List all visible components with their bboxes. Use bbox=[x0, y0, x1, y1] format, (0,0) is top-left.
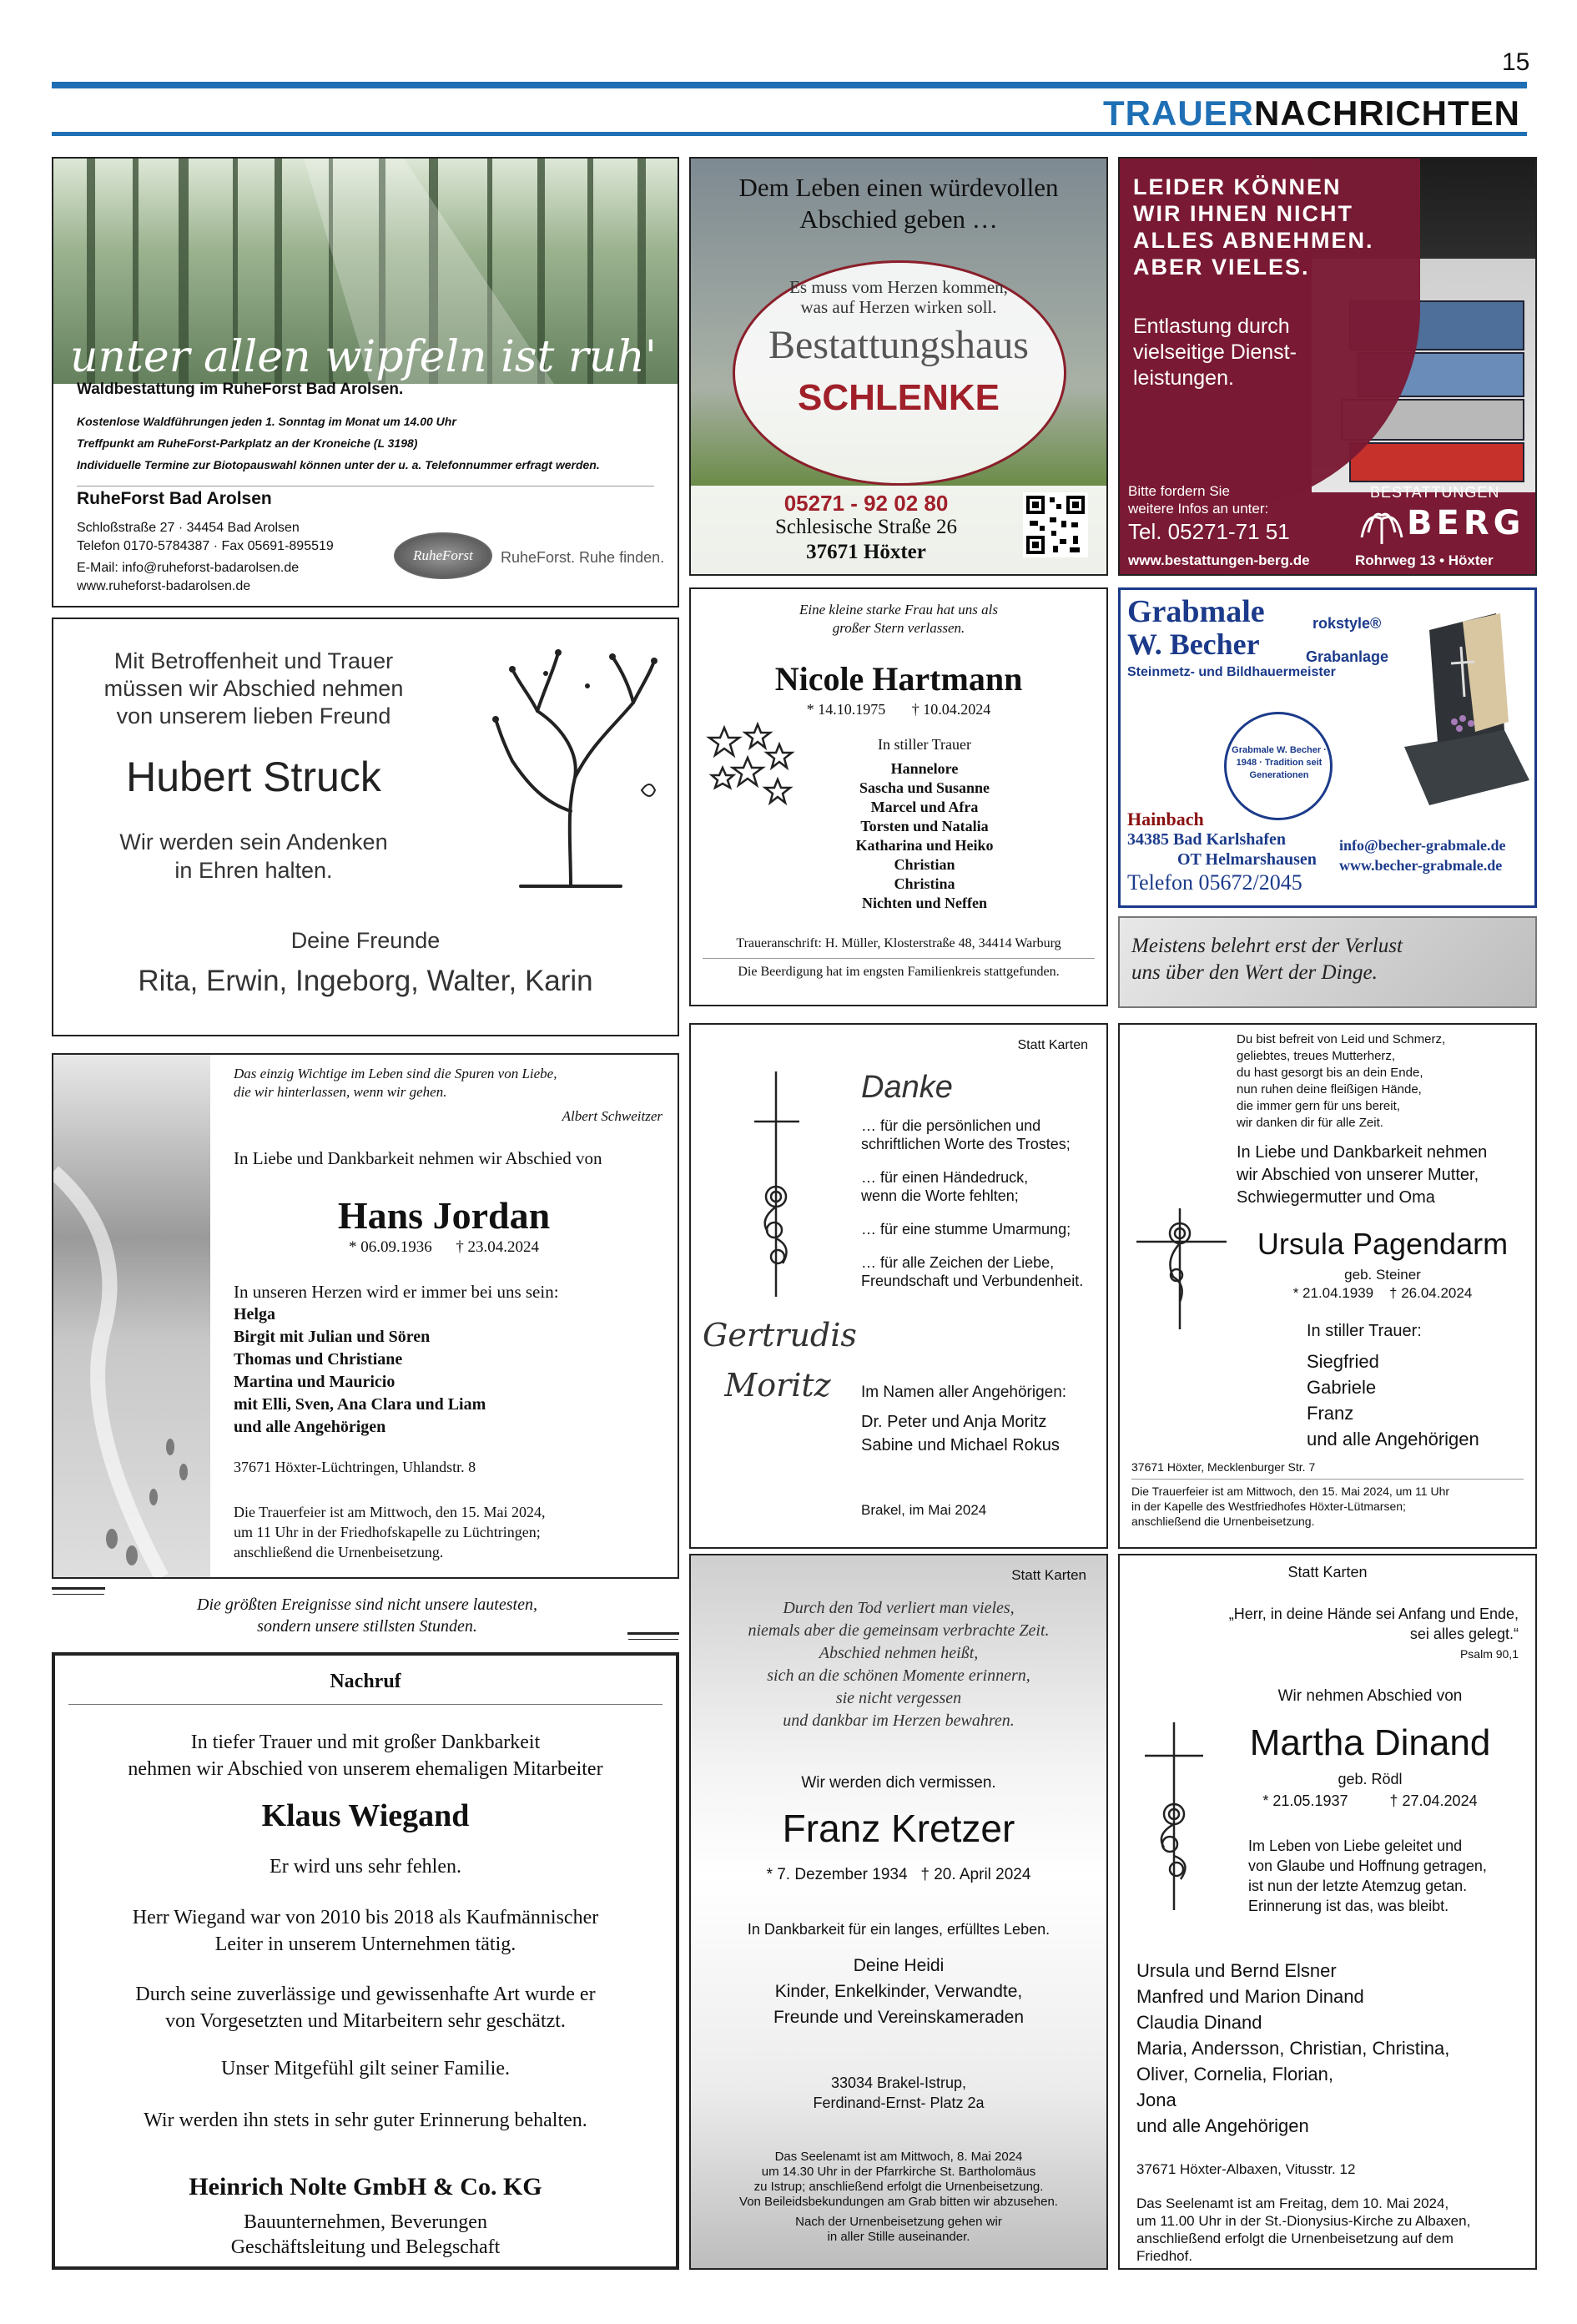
moritz-item bbox=[861, 1253, 1083, 1290]
pagendarm-family-line: und alle Angehörigen bbox=[1307, 1429, 1479, 1449]
hartmann-family-line: Torsten und Natalia bbox=[860, 818, 989, 834]
moritz-statt: Statt Karten bbox=[1017, 1038, 1088, 1052]
jordan-family-line: und alle Angehörigen bbox=[234, 1418, 386, 1436]
schlenke-headline-line: Dem Leben einen würdevollen bbox=[738, 173, 1059, 202]
moritz-item-line: … für eine stumme Umarmung; bbox=[861, 1221, 1071, 1238]
struck-memory-line: Wir werden sein Andenken bbox=[119, 829, 388, 854]
berg-headline bbox=[1133, 174, 1374, 280]
struck-intro-line: Mit Betroffenheit und Trauer bbox=[113, 648, 394, 673]
jordan-funeral-line: Die Trauerfeier ist am Mittwoch, den 15. Mai 2024, bbox=[234, 1504, 546, 1520]
wiegand-company: Heinrich Nolte GmbH & Co. KG bbox=[189, 2173, 542, 2200]
ereignisse-rule-right bbox=[627, 1632, 679, 1635]
jordan-quote-line: die wir hinterlassen, wenn wir gehen. bbox=[234, 1084, 447, 1100]
jordan-family bbox=[234, 1303, 486, 1439]
jordan-author: Albert Schweitzer bbox=[562, 1108, 663, 1124]
schlenke-ad bbox=[689, 157, 1108, 576]
struck-name: Hubert Struck bbox=[126, 754, 381, 800]
jordan-family-line: Birgit mit Julian und Sören bbox=[234, 1328, 431, 1346]
berg-web: www.bestattungen-berg.de bbox=[1128, 552, 1310, 568]
schlenke-name1: Bestattungshaus bbox=[768, 323, 1029, 367]
berg-request-line: weitere Infos an unter: bbox=[1128, 501, 1269, 517]
kretzer-mass-line: um 14.30 Uhr in der Pfarrkirche St. Bartholomäus bbox=[761, 2165, 1036, 2179]
hartmann-family-line: Nichten und Neffen bbox=[861, 895, 987, 911]
schlenke-name2: SCHLENKE bbox=[797, 377, 1000, 418]
pagendarm-nee: geb. Steiner bbox=[1344, 1267, 1421, 1283]
wiegand-p2-line: von Vorgesetzten und Mitarbeitern sehr geschätzt. bbox=[165, 2010, 566, 2032]
moritz-notice bbox=[689, 1023, 1108, 1549]
hartmann-divider bbox=[703, 958, 1095, 959]
dinand-family-line: Manfred und Marion Dinand bbox=[1136, 1986, 1364, 2007]
dinand-family-line: Ursula und Bernd Elsner bbox=[1136, 1960, 1337, 1981]
pagendarm-family-line: Franz bbox=[1307, 1403, 1354, 1424]
page-number: 15 bbox=[1502, 48, 1530, 76]
pagendarm-poem-line: du hast gesorgt bis an dein Ende, bbox=[1237, 1066, 1423, 1080]
hartmann-family-line: Christina bbox=[894, 875, 955, 892]
kretzer-dates: * 7. Dezember 1934 † 20. April 2024 bbox=[766, 1866, 1031, 1883]
ruheforst-name: RuheForst Bad Arolsen bbox=[77, 489, 272, 508]
schlenke-street: Schlesische Straße 26 bbox=[774, 516, 957, 538]
ruheforst-info-line: Kostenlose Waldführungen jeden 1. Sonntag im Monat um 14.00 Uhr bbox=[77, 415, 456, 428]
kretzer-poem-line: Durch den Tod verliert man vieles, bbox=[783, 1599, 1015, 1617]
jordan-family-line: Helga bbox=[234, 1305, 275, 1323]
schlenke-quote bbox=[691, 277, 1106, 317]
section-title-b: NACHRICHTEN bbox=[1254, 93, 1520, 133]
dinand-quote bbox=[1229, 1604, 1519, 1644]
moritz-family-line: Sabine und Michael Rokus bbox=[861, 1436, 1060, 1454]
verlust-line: uns über den Wert der Dinge. bbox=[1131, 961, 1378, 984]
pagendarm-intro-line: Schwiegermutter und Oma bbox=[1237, 1188, 1435, 1207]
pagendarm-divider bbox=[1131, 1479, 1524, 1480]
jordan-address: 37671 Höxter-Lüchtringen, Uhlandstr. 8 bbox=[234, 1459, 476, 1475]
struck-intro bbox=[78, 648, 429, 730]
hartmann-dates: * 14.10.1975 † 10.04.2024 bbox=[806, 701, 991, 718]
header-rule-top bbox=[52, 82, 1527, 88]
pagendarm-notice bbox=[1118, 1023, 1537, 1549]
wiegand-p1-line: Herr Wiegand war von 2010 bis 2018 als Kaufmännischer bbox=[132, 1907, 599, 1928]
pagendarm-dates: * 21.04.1939 † 26.04.2024 bbox=[1292, 1285, 1473, 1301]
kretzer-notice bbox=[689, 1554, 1108, 2270]
hartmann-family-line: Marcel und Afra bbox=[870, 799, 979, 815]
ruheforst-info-line: Treffpunkt am RuheForst-Parkplatz an der Kroneiche (L 3198) bbox=[77, 436, 418, 450]
kretzer-address bbox=[691, 2073, 1106, 2113]
kretzer-after-line: in aller Stille auseinander. bbox=[827, 2230, 970, 2244]
moritz-item-line: wenn die Worte fehlten; bbox=[861, 1187, 1019, 1204]
pagendarm-intro bbox=[1237, 1142, 1487, 1209]
moritz-danke: Danke bbox=[861, 1070, 953, 1105]
dinand-mass-line: anschließend erfolgt die Urnenbeisetzung auf dem bbox=[1136, 2231, 1454, 2246]
moritz-item-line: … für die persönlichen und bbox=[861, 1117, 1041, 1134]
moritz-on-behalf: Im Namen aller Angehörigen: bbox=[861, 1384, 1067, 1401]
becher-email: info@becher-grabmale.de bbox=[1339, 837, 1506, 854]
moritz-item-line: … für alle Zeichen der Liebe, bbox=[861, 1254, 1055, 1271]
wiegand-p2 bbox=[55, 1981, 676, 2034]
jordan-hearts: In unseren Herzen wird er immer bei uns sein: bbox=[234, 1282, 559, 1302]
moritz-item-line: Freundschaft und Verbundenheit. bbox=[861, 1273, 1084, 1289]
becher-ad bbox=[1118, 587, 1537, 908]
wiegand-missed: Er wird uns sehr fehlen. bbox=[270, 1856, 461, 1878]
becher-town: Hainbach bbox=[1127, 809, 1204, 829]
kretzer-family-line: Deine Heidi bbox=[853, 1956, 945, 1975]
cross-rose-icon bbox=[751, 1071, 809, 1305]
ruheforst-address bbox=[77, 519, 334, 596]
struck-intro-line: müssen wir Abschied nehmen bbox=[103, 676, 404, 701]
pagendarm-address: 37671 Höxter, Mecklenburger Str. 7 bbox=[1131, 1460, 1316, 1474]
pagendarm-poem-line: die immer gern für uns bereit, bbox=[1237, 1099, 1400, 1113]
beach-image bbox=[53, 1055, 210, 1577]
ruheforst-logo bbox=[394, 532, 492, 579]
pagendarm-intro-line: In Liebe und Dankbarkeit nehmen bbox=[1237, 1143, 1488, 1162]
pagendarm-poem-line: wir danken dir für alle Zeit. bbox=[1237, 1116, 1383, 1130]
dinand-statt: Statt Karten bbox=[1287, 1564, 1368, 1580]
dinand-family-line: Claudia Dinand bbox=[1136, 2012, 1262, 2033]
wiegand-p4: Wir werden ihn stets in sehr guter Erinnerung behalten. bbox=[144, 2110, 587, 2131]
ereignisse-rule-left bbox=[52, 1587, 105, 1590]
wiegand-company-sub-line: Bauunternehmen, Beverungen bbox=[244, 2211, 487, 2233]
wiegand-name: Klaus Wiegand bbox=[261, 1798, 470, 1833]
jordan-family-line: Martina und Mauricio bbox=[234, 1373, 396, 1391]
qr-code bbox=[1023, 492, 1088, 557]
berg-sub-line: Entlastung durch bbox=[1133, 315, 1290, 338]
dinand-mass-line: um 11.00 Uhr in der St.-Dionysius-Kirche zu Albaxen, bbox=[1136, 2213, 1471, 2229]
dinand-dates: * 21.05.1937 † 27.04.2024 bbox=[1262, 1792, 1478, 1809]
schlenke-quote-line: Es muss vom Herzen kommen, bbox=[789, 277, 1008, 297]
hartmann-family-line: Christian bbox=[894, 856, 955, 873]
kretzer-mass-line: zu Istrup; anschließend erfolgt die Urnenbeisetzung. bbox=[753, 2180, 1044, 2194]
moritz-name2: Moritz bbox=[724, 1367, 831, 1404]
dinand-mass bbox=[1136, 2195, 1470, 2265]
moritz-item bbox=[861, 1220, 1083, 1238]
berg-request-line: Bitte fordern Sie bbox=[1128, 483, 1230, 499]
berg-logo-big: BERG bbox=[1407, 504, 1525, 542]
berg-request bbox=[1128, 482, 1268, 517]
becher-street2: OT Helmarshausen bbox=[1177, 850, 1317, 869]
wiegand-title-rule bbox=[68, 1704, 663, 1705]
berg-headline-line: WIR IHNEN NICHT bbox=[1133, 201, 1353, 226]
dinand-name: Martha Dinand bbox=[1249, 1722, 1491, 1763]
wiegand-title: Nachruf bbox=[330, 1671, 401, 1692]
becher-street1: 34385 Bad Karlshafen bbox=[1127, 830, 1287, 849]
kretzer-mass-line: Von Beileidsbekundungen am Grab bitten wir abzusehen. bbox=[739, 2195, 1058, 2209]
berg-sub-line: vielseitige Dienst- bbox=[1133, 340, 1297, 364]
schlenke-headline bbox=[691, 172, 1106, 235]
becher-phone: Telefon 05672/2045 bbox=[1127, 870, 1302, 895]
pagendarm-family-line: Gabriele bbox=[1307, 1377, 1377, 1398]
tree-icon bbox=[487, 636, 663, 895]
pagendarm-poem-line: Du bist befreit von Leid und Schmerz, bbox=[1237, 1032, 1446, 1046]
jordan-quote bbox=[234, 1065, 557, 1102]
kretzer-after-line: Nach der Urnenbeisetzung gehen wir bbox=[795, 2215, 1002, 2229]
verlust-quote bbox=[1118, 916, 1537, 1008]
dinand-life-line: ist nun der letzte Atemzug getan. bbox=[1248, 1878, 1468, 1894]
hartmann-quote-line: großer Stern verlassen. bbox=[832, 620, 965, 636]
gravestone-image bbox=[1396, 597, 1534, 822]
pagendarm-intro-line: wir Abschied von unserer Mutter, bbox=[1237, 1166, 1479, 1184]
schlenke-phone: 05271 - 92 02 80 bbox=[783, 491, 949, 516]
pagendarm-name: Ursula Pagendarm bbox=[1257, 1227, 1509, 1261]
verlust-lines bbox=[1131, 933, 1403, 986]
moritz-place: Brakel, im Mai 2024 bbox=[861, 1502, 987, 1518]
dinand-life-line: Im Leben von Liebe geleitet und bbox=[1248, 1838, 1463, 1854]
becher-subtitle: Steinmetz- und Bildhauermeister bbox=[1127, 665, 1336, 679]
jordan-intro: In Liebe und Dankbarkeit nehmen wir Abschied von bbox=[234, 1148, 602, 1168]
wiegand-p2-line: Durch seine zuverlässige und gewissenhafte Art wurde er bbox=[135, 1984, 596, 2005]
ruheforst-address-line: Schloßstraße 27 · 34454 Bad Arolsen bbox=[77, 521, 300, 535]
jordan-funeral-line: um 11 Uhr in der Friedhofskapelle zu Lüchtringen; bbox=[234, 1524, 541, 1540]
cross-rose-icon bbox=[1128, 1200, 1237, 1333]
moritz-family-line: Dr. Peter und Anja Moritz bbox=[861, 1413, 1047, 1431]
moritz-item-line: schriftlichen Worte des Trostes; bbox=[861, 1136, 1071, 1152]
ruheforst-address-line: www.ruheforst-badarolsen.de bbox=[77, 579, 251, 593]
becher-web: www.becher-grabmale.de bbox=[1339, 857, 1503, 874]
berg-logo-small: BESTATTUNGEN bbox=[1370, 484, 1500, 501]
dinand-life-line: von Glaube und Hoffnung getragen, bbox=[1248, 1858, 1487, 1874]
hartmann-quote-line: Eine kleine starke Frau hat uns als bbox=[799, 602, 998, 618]
moritz-items bbox=[861, 1117, 1083, 1290]
kretzer-poem-line: sie nicht vergessen bbox=[835, 1689, 962, 1707]
kretzer-address-line: 33034 Brakel-Istrup, bbox=[830, 2074, 967, 2091]
kretzer-mass bbox=[691, 2150, 1106, 2210]
dinand-family-line: Jona bbox=[1136, 2090, 1176, 2110]
kretzer-family-line: Kinder, Enkelkinder, Verwandte, bbox=[774, 1982, 1023, 2001]
moritz-item-line: … für einen Händedruck, bbox=[861, 1169, 1029, 1186]
struck-intro-line: von unserem lieben Freund bbox=[116, 703, 391, 728]
kretzer-poem-line: Abschied nehmen heißt, bbox=[819, 1644, 979, 1662]
becher-seal bbox=[1224, 712, 1333, 820]
pagendarm-poem bbox=[1237, 1031, 1445, 1132]
becher-title2: W. Becher bbox=[1127, 628, 1260, 661]
berg-headline-line: ABER VIELES. bbox=[1133, 255, 1310, 280]
jordan-family-line: Thomas und Christiane bbox=[234, 1350, 403, 1369]
jordan-dates: * 06.09.1936 † 23.04.2024 bbox=[349, 1238, 539, 1256]
schlenke-quote-line: was auf Herzen wirken soll. bbox=[800, 297, 997, 317]
ruheforst-heading: Waldbestattung im RuheForst Bad Arolsen. bbox=[77, 381, 404, 398]
schlenke-city: 37671 Höxter bbox=[806, 541, 926, 563]
pagendarm-funeral bbox=[1131, 1484, 1449, 1529]
moritz-item bbox=[861, 1168, 1083, 1205]
hartmann-address: Traueranschrift: H. Müller, Klosterstraße 48, 34414 Warburg bbox=[736, 936, 1061, 950]
kretzer-after bbox=[691, 2215, 1106, 2245]
rokstyle-label: rokstyle® bbox=[1312, 615, 1382, 632]
moritz-item bbox=[861, 1117, 1083, 1153]
ruheforst-tagline: RuheForst. Ruhe finden. bbox=[501, 549, 665, 566]
dinand-intro: Wir nehmen Abschied von bbox=[1277, 1687, 1463, 1705]
dinand-family-line: Maria, Andersson, Christian, Christina, bbox=[1136, 2038, 1450, 2059]
kretzer-poem bbox=[691, 1597, 1106, 1732]
ruheforst-info-line: Individuelle Termine zur Biotopauswahl können unter der u. a. Telefonnummer erfragt werden. bbox=[77, 458, 600, 471]
ereignisse-line: sondern unsere stillsten Stunden. bbox=[257, 1617, 477, 1636]
kretzer-miss: Wir werden dich vermissen. bbox=[801, 1774, 996, 1792]
berg-headline-line: LEIDER KÖNNEN bbox=[1133, 174, 1342, 199]
ruheforst-address-line: Telefon 0170-5784387 · Fax 05691-895519 bbox=[77, 539, 334, 553]
jordan-notice bbox=[52, 1053, 679, 1579]
weeping-willow-icon bbox=[1358, 504, 1405, 544]
pagendarm-mourn: In stiller Trauer: bbox=[1307, 1322, 1422, 1340]
rokstyle-sub: Grabanlage bbox=[1306, 648, 1389, 665]
dinand-psalm: Psalm 90,1 bbox=[1459, 1647, 1519, 1661]
hartmann-name: Nicole Hartmann bbox=[774, 660, 1023, 698]
hartmann-family bbox=[741, 759, 1108, 913]
berg-ad bbox=[1118, 157, 1537, 576]
jordan-funeral-line: anschließend die Urnenbeisetzung. bbox=[234, 1544, 444, 1560]
jordan-funeral bbox=[234, 1502, 545, 1562]
kretzer-statt: Statt Karten bbox=[1011, 1567, 1086, 1583]
dinand-family-line: Oliver, Cornelia, Florian, bbox=[1136, 2064, 1333, 2085]
hartmann-quote bbox=[691, 601, 1106, 638]
moritz-name1: Gertrudis bbox=[703, 1317, 857, 1354]
kretzer-mass-line: Das Seelenamt ist am Mittwoch, 8. Mai 2024 bbox=[774, 2150, 1023, 2164]
kretzer-family-line: Freunde und Vereinskameraden bbox=[773, 2008, 1025, 2027]
footprints-icon bbox=[53, 1055, 210, 1577]
wiegand-notice bbox=[52, 1652, 679, 2270]
section-title-a: TRAUER bbox=[1103, 93, 1254, 133]
wiegand-company-sub-line: Geschäftsleitung und Belegschaft bbox=[230, 2236, 501, 2258]
wiegand-intro-line: nehmen wir Abschied von unserem ehemaligen Mitarbeiter bbox=[128, 1758, 603, 1780]
wiegand-intro bbox=[55, 1729, 676, 1782]
berg-phone: Tel. 05271-71 51 bbox=[1128, 519, 1290, 544]
pagendarm-poem-line: geliebtes, treues Mutterherz, bbox=[1237, 1049, 1396, 1063]
wiegand-p1 bbox=[55, 1904, 676, 1958]
kretzer-poem-line: sich an die schönen Momente erinnern, bbox=[767, 1666, 1030, 1685]
dinand-life-line: Erinnerung ist das, was bleibt. bbox=[1248, 1898, 1449, 1914]
wiegand-p1-line: Leiter in unserem Unternehmen tätig. bbox=[214, 1933, 516, 1955]
pagendarm-funeral-line: in der Kapelle des Westfriedhofes Höxter-Lütmarsen; bbox=[1131, 1500, 1406, 1513]
struck-notice bbox=[52, 618, 679, 1036]
berg-headline-line: ALLES ABNEHMEN. bbox=[1133, 228, 1374, 253]
becher-seal-text: Grabmale W. Becher · 1948 · Tradition seit Generationen bbox=[1232, 745, 1327, 780]
kretzer-family bbox=[691, 1953, 1106, 2030]
ereignisse-quote bbox=[108, 1594, 626, 1637]
struck-memory bbox=[78, 828, 429, 885]
wiegand-intro-line: In tiefer Trauer und mit großer Dankbarkeit bbox=[190, 1732, 541, 1753]
berg-sub-line: leistungen. bbox=[1133, 366, 1234, 390]
kretzer-address-line: Ferdinand-Ernst- Platz 2a bbox=[813, 2095, 985, 2111]
dinand-family-line: und alle Angehörigen bbox=[1136, 2115, 1309, 2136]
jordan-family-line: mit Elli, Sven, Ana Clara und Liam bbox=[234, 1395, 486, 1414]
dinand-mass-line: Das Seelenamt ist am Freitag, dem 10. Mai 2024, bbox=[1136, 2195, 1449, 2211]
jordan-name: Hans Jordan bbox=[337, 1194, 551, 1237]
cross-rose-icon bbox=[1136, 1722, 1212, 1914]
jordan-quote-line: Das einzig Wichtige im Leben sind die Spuren von Liebe, bbox=[234, 1066, 557, 1081]
dinand-mass-line: Friedhof. bbox=[1136, 2248, 1193, 2264]
hartmann-funeral: Die Beerdigung hat im engsten Familienkreis stattgefunden. bbox=[738, 965, 1060, 979]
wiegand-p3: Unser Mitgefühl gilt seiner Familie. bbox=[221, 2058, 510, 2080]
struck-memory-line: in Ehren halten. bbox=[174, 858, 333, 883]
dinand-quote-line: „Herr, in deine Hände sei Anfang und Ende, bbox=[1228, 1606, 1519, 1622]
kretzer-poem-line: niemals aber die gemeinsam verbrachte Zeit. bbox=[748, 1621, 1050, 1640]
struck-names: Rita, Erwin, Ingeborg, Walter, Karin bbox=[138, 965, 593, 997]
dinand-notice bbox=[1118, 1554, 1537, 2270]
hartmann-family-line: Katharina und Heiko bbox=[855, 837, 994, 854]
hartmann-mourn: In stiller Trauer bbox=[878, 736, 971, 753]
berg-address: Rohrweg 13 • Höxter bbox=[1355, 552, 1494, 568]
kretzer-poem-line: und dankbar im Herzen bewahren. bbox=[783, 1711, 1015, 1730]
kretzer-thanks: In Dankbarkeit für ein langes, erfülltes Leben. bbox=[747, 1921, 1050, 1938]
schlenke-headline-line: Abschied geben … bbox=[799, 204, 998, 234]
pagendarm-family bbox=[1307, 1349, 1479, 1452]
wiegand-company-sub bbox=[55, 2210, 676, 2260]
hartmann-family-line: Hannelore bbox=[890, 760, 959, 777]
moritz-family bbox=[861, 1410, 1060, 1457]
pagendarm-family-line: Siegfried bbox=[1307, 1351, 1379, 1372]
pagendarm-poem-line: nun ruhen deine fleißigen Hände, bbox=[1237, 1082, 1422, 1096]
hartmann-family-line: Sascha und Susanne bbox=[859, 779, 990, 796]
hartmann-notice bbox=[689, 587, 1108, 1006]
ruheforst-info bbox=[77, 411, 600, 476]
section-title bbox=[1103, 93, 1520, 134]
kretzer-name: Franz Kretzer bbox=[782, 1807, 1015, 1850]
dinand-family bbox=[1136, 1958, 1449, 2139]
ruheforst-slogan: unter allen wipfeln ist ruh' bbox=[70, 332, 658, 382]
dinand-nee: geb. Rödl bbox=[1338, 1771, 1403, 1787]
ruheforst-address-line: E-Mail: info@ruheforst-badarolsen.de bbox=[77, 561, 300, 575]
dinand-life bbox=[1248, 1836, 1487, 1916]
becher-title1: Grabmale bbox=[1127, 594, 1265, 629]
ereignisse-line: Die größten Ereignisse sind nicht unsere lautesten, bbox=[197, 1596, 537, 1614]
pagendarm-funeral-line: Die Trauerfeier ist am Mittwoch, den 15. Mai 2024, um 11 Uhr bbox=[1131, 1485, 1450, 1498]
dinand-address: 37671 Höxter-Albaxen, Vitusstr. 12 bbox=[1136, 2161, 1356, 2177]
pagendarm-funeral-line: anschließend die Urnenbeisetzung. bbox=[1131, 1515, 1315, 1528]
struck-from: Deine Freunde bbox=[290, 928, 441, 953]
dinand-quote-line: sei alles gelegt.“ bbox=[1409, 1626, 1519, 1642]
berg-sub bbox=[1133, 314, 1297, 391]
ruheforst-logo-text: RuheForst bbox=[413, 547, 473, 563]
ruheforst-ad bbox=[52, 157, 679, 607]
verlust-line: Meistens belehrt erst der Verlust bbox=[1131, 935, 1403, 957]
